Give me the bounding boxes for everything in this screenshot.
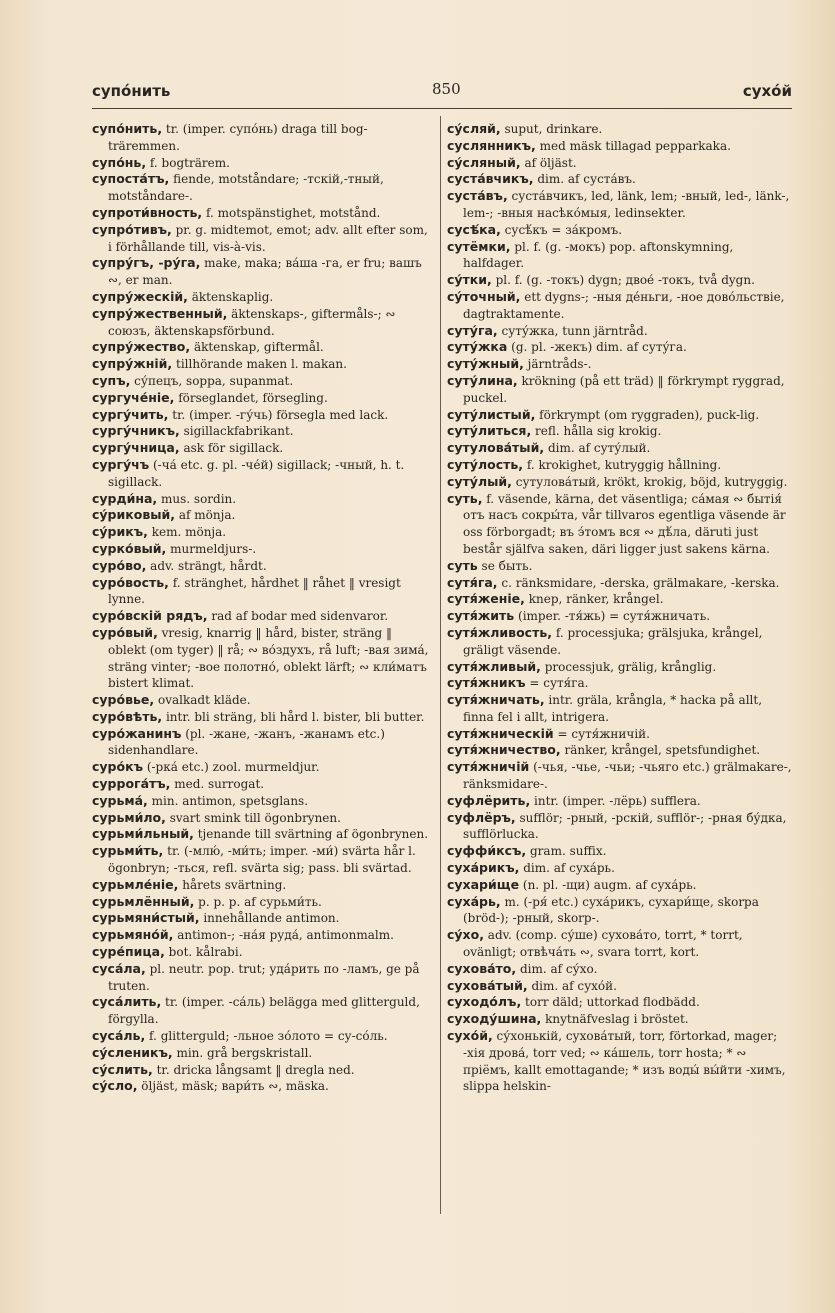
- entry-definition: med mäsk tillagad pepparkaka.: [539, 138, 731, 153]
- entry-definition: fiende, motståndare; -тскій,-тный, motståndare-.: [108, 172, 384, 204]
- entry-definition: ask för sigillack.: [183, 441, 284, 456]
- dictionary-entry: [92, 356, 432, 373]
- dictionary-entry: [92, 944, 432, 961]
- entry-definition: öljäst, mäsk; вари́ть ∾, mäska.: [141, 1079, 329, 1094]
- entry-definition: f. processjuka; grälsjuka, krångel, gräligt väsende.: [463, 625, 763, 657]
- entry-definition: (g. pl. -жекъ) dim. af суту́га.: [511, 340, 687, 355]
- entry-headword: супо́нить,: [92, 121, 163, 136]
- entry-definition: torr däld; uttorkad flodbädd.: [525, 995, 700, 1010]
- dictionary-entry: [447, 491, 793, 558]
- dictionary-entry: [447, 927, 793, 961]
- entry-definition: intr. gräla, krångla, * hacka på allt, finna fel i allt, intrigera.: [463, 693, 763, 724]
- entry-headword: сутя́жникъ: [447, 675, 526, 691]
- entry-definition: f. stränghet, hårdhet ‖ råhet ‖ vresigt lynne.: [108, 575, 401, 607]
- dictionary-entry: [447, 558, 793, 575]
- entry-definition: sigillackfabrikant.: [183, 424, 294, 439]
- entry-definition: knytnäfveslag i bröstet.: [545, 1012, 689, 1027]
- entry-definition: tr. (imper. супо́нь) draga till bog-trärеmmen.: [108, 122, 368, 153]
- entry-headword: сутя́жливый,: [447, 658, 541, 674]
- dictionary-entry: [447, 188, 793, 222]
- entry-definition: (-рка́ etc.) zool. murmeldjur.: [146, 760, 320, 775]
- entry-headword: суро́вость,: [92, 574, 169, 590]
- entry-definition: processjuk, grälig, krånglig.: [544, 659, 717, 674]
- dictionary-entry: [447, 625, 793, 659]
- entry-headword: суту́лина,: [447, 372, 518, 388]
- entry-headword: суро́жанинъ: [92, 725, 182, 741]
- dictionary-entry: [447, 222, 793, 239]
- entry-definition: су́хонькій, сухова́тый, torr, förtorkad, mager; -хія дрова́, torr ved; ∾ ка́шель, torr hosta; * ∾ прiёмъ, kallt emottagande; * изъ воды́ вы́йти -химъ, slippa helskin-: [463, 1029, 786, 1094]
- dictionary-entry: [92, 625, 432, 692]
- entry-headword: су́сляй,: [447, 121, 501, 136]
- dictionary-entry: [92, 776, 432, 793]
- entry-headword: сургу́чникъ,: [92, 423, 180, 439]
- dictionary-entry: [92, 692, 432, 709]
- entry-headword: су́хо,: [447, 927, 484, 943]
- dictionary-entry: [92, 810, 432, 827]
- entry-definition: hårets svärtning.: [182, 877, 287, 892]
- entry-definition: adv. (comp. су́ше) сухова́то, torrt, * torrt, ovänligt; отвѣча́ть ∾, svara torrt, kort.: [463, 928, 743, 960]
- entry-headword: суту́лый,: [447, 473, 512, 489]
- entry-definition: murmeldjurs-.: [170, 541, 257, 556]
- dictionary-entry: [92, 541, 432, 558]
- entry-definition: äktenskap, giftermål.: [193, 340, 324, 355]
- entry-headword: суть,: [447, 490, 483, 506]
- entry-headword: суса́ль,: [92, 1028, 146, 1044]
- entry-headword: суро́къ: [92, 759, 143, 775]
- entry-headword: су́точный,: [447, 288, 521, 304]
- dictionary-entry: [447, 692, 793, 726]
- dictionary-entry: [447, 793, 793, 810]
- dictionary-entry: [92, 289, 432, 306]
- entry-definition: (n. pl. -щи) augm. af суха́рь.: [522, 877, 697, 892]
- entry-headword: суро́вѣть,: [92, 708, 163, 724]
- dictionary-entry: [92, 1062, 432, 1079]
- entry-definition: krökning (på ett träd) ‖ förkrympt ryggrad, puckel.: [463, 373, 785, 405]
- header-rule: [92, 108, 792, 109]
- entry-headword: супро́тивъ,: [92, 221, 172, 237]
- entry-definition: bot. kålrabi.: [168, 945, 243, 960]
- entry-headword: суходо́лъ,: [447, 994, 522, 1010]
- entry-definition: min. antimon, spetsglans.: [151, 793, 309, 808]
- entry-headword: сутя́жничество,: [447, 742, 561, 758]
- page-number: 850: [432, 80, 461, 98]
- entry-headword: сургуче́ніе,: [92, 389, 175, 405]
- dictionary-entry: [447, 894, 793, 928]
- entry-headword: сурьми́ло,: [92, 809, 166, 825]
- dictionary-entry: [447, 877, 793, 894]
- dictionary-entry: [447, 591, 793, 608]
- entry-headword: сурьмлённый,: [92, 893, 195, 909]
- dictionary-entry: [447, 272, 793, 289]
- entry-headword: су́рикъ,: [92, 524, 148, 540]
- entry-definition: make, maka; ва́ша -га, er fru; вашъ ∾, er man.: [108, 256, 422, 288]
- entry-definition: tjenande till svärtning af ögonbrynen.: [197, 827, 429, 842]
- dictionary-entry: [92, 793, 432, 810]
- entry-definition: pl. neutr. pop. trut; уда́рить по -ламъ, ge på truten.: [108, 961, 420, 993]
- entry-headword: суту́га,: [447, 322, 498, 338]
- entry-headword: су́риковый,: [92, 507, 176, 523]
- entry-headword: сутя́га,: [447, 574, 498, 590]
- entry-headword: сутя́жническій: [447, 725, 554, 741]
- entry-headword: супру́жественный,: [92, 305, 228, 321]
- entry-headword: супо́нь,: [92, 154, 147, 170]
- entry-headword: суре́пица,: [92, 944, 165, 960]
- dictionary-entry: [447, 356, 793, 373]
- dictionary-entry: [92, 709, 432, 726]
- dictionary-entry: [447, 961, 793, 978]
- entry-headword: суфлёръ,: [447, 809, 516, 825]
- dictionary-entry: [92, 558, 432, 575]
- dictionary-entry: [92, 759, 432, 776]
- dictionary-entry: [92, 222, 432, 256]
- dictionary-entry: [92, 507, 432, 524]
- dictionary-entry: [447, 1011, 793, 1028]
- entry-headword: суха́рикъ,: [447, 860, 520, 876]
- entry-headword: суха́рь,: [447, 893, 501, 909]
- dictionary-entry: [447, 239, 793, 273]
- dictionary-entry: [92, 457, 432, 491]
- dictionary-entry: [447, 726, 793, 743]
- dictionary-entry: [92, 205, 432, 222]
- entry-definition: vresig, knarrig ‖ hård, bister, sträng ‖ oblekt (om tyger) ‖ rå; ∾ во́здухъ, rå luft; -вая зима́, sträng vinter; -вое полотно́, oblekt lärft; ∾ кли́матъ bistert klimat.: [108, 625, 429, 691]
- dictionary-entry: [92, 608, 432, 625]
- entry-headword: суту́жный,: [447, 356, 524, 372]
- dictionary-entry: [447, 155, 793, 172]
- entry-definition: m. (-ря́ etc.) суха́рикъ, сухари́ще, skorpa (bröd-); -рный, skorp-.: [463, 894, 759, 926]
- entry-definition: äktenskaps-, giftermåls-; ∾ союзъ, äktenskapsförbund.: [108, 306, 396, 338]
- entry-definition: (pl. -жане, -жанъ, -жанамъ etc.) sidenhandlare.: [108, 726, 385, 758]
- dictionary-entry: [447, 994, 793, 1011]
- dictionary-entry: [92, 440, 432, 457]
- dictionary-entry: [92, 1045, 432, 1062]
- dictionary-entry: [447, 659, 793, 676]
- entry-definition: antimon-; -на́я руда́, antimonmalm.: [177, 928, 394, 943]
- entry-headword: сурьми́льный,: [92, 826, 194, 842]
- entry-headword: суса́лить,: [92, 994, 162, 1010]
- dictionary-entry: [92, 877, 432, 894]
- entry-headword: сухари́ще: [447, 876, 520, 892]
- dictionary-entry: [92, 491, 432, 508]
- entry-definition: kem. mönja.: [151, 525, 227, 540]
- dictionary-entry: [92, 910, 432, 927]
- dictionary-entry: [447, 608, 793, 625]
- entry-headword: сурьмле́ніе,: [92, 876, 179, 892]
- entry-definition: refl. hålla sig krokig.: [535, 424, 662, 439]
- dictionary-entry: [447, 121, 793, 138]
- dictionary-entry: [447, 474, 793, 491]
- entry-definition: förseglandet, försegling.: [178, 390, 328, 405]
- entry-definition: = сутя́га.: [529, 676, 589, 691]
- right-column: [447, 121, 793, 1221]
- dictionary-entry: [447, 978, 793, 995]
- entry-headword: суста́въ,: [447, 188, 508, 204]
- entry-headword: су́сло,: [92, 1078, 138, 1094]
- entry-definition: intr. (imper. -лёрь) sufflera.: [534, 793, 701, 808]
- entry-definition: f. väsende, kärna, det väsentliga; са́мая ∾ бытія́ отъ насъ сокры́та, vår tillvaros egentliga väsende är oss förborgadt; въ э́томъ вся ∾ дѣ́ла, däruti just består själfva saken, däri ligger just sakens kärna.: [463, 491, 786, 556]
- dictionary-entry: [92, 927, 432, 944]
- entry-definition: суста́вчикъ, led, länk, lem; -вный, led-, länk-, lem-; -вныя насѣко́мыя, ledinsekter.: [463, 189, 790, 220]
- entry-headword: суста́вчикъ,: [447, 171, 534, 187]
- dictionary-entry: [92, 373, 432, 390]
- entry-headword: сухова́то,: [447, 960, 517, 976]
- entry-definition: af mönja.: [178, 508, 236, 523]
- entry-definition: adv. strängt, hårdt.: [150, 558, 267, 573]
- dictionary-entry: [92, 390, 432, 407]
- entry-definition: tr. (imper. -са́ль) belägga med glitterguld, förgylla.: [108, 995, 420, 1027]
- entry-definition: förkrympt (om ryggraden), puck-lig.: [539, 407, 760, 422]
- dictionary-entry: [447, 810, 793, 844]
- column-divider: [440, 116, 441, 1214]
- entry-headword: супру́гъ, -ру́га,: [92, 255, 201, 271]
- dictionary-entry: [92, 843, 432, 877]
- entry-headword: суфлёрить,: [447, 792, 531, 808]
- dictionary-entry: [447, 759, 793, 793]
- entry-headword: сутя́жливость,: [447, 624, 552, 640]
- entry-definition: sufflör; -рный, -рскій, sufflör-; -рная бу́дка, sufflörlucka.: [463, 810, 787, 842]
- dictionary-entry: [92, 894, 432, 911]
- dictionary-entry: [92, 826, 432, 843]
- entry-definition: min. grå bergskristall.: [176, 1045, 313, 1060]
- entry-headword: сутя́жничій: [447, 759, 530, 775]
- entry-definition: tr. (imper. -гу́чь) försegla med lack.: [172, 407, 389, 422]
- entry-definition: ränker, krångel, spetsfundighet.: [564, 743, 761, 758]
- dictionary-entry: [92, 726, 432, 760]
- entry-headword: суро́вый,: [92, 624, 158, 640]
- entry-definition: dim. af сухо́й.: [531, 978, 617, 993]
- dictionary-entry: [447, 457, 793, 474]
- entry-definition: suput, drinkare.: [504, 122, 603, 136]
- entry-definition: c. ränksmidare, -derska, grälmakare, -kerska.: [501, 575, 780, 590]
- entry-definition: f. bogträrem.: [149, 155, 230, 170]
- entry-headword: сутя́женіе,: [447, 591, 525, 607]
- dictionary-entry: [447, 440, 793, 457]
- entry-headword: сургу́чить,: [92, 406, 169, 422]
- dictionary-entry: [92, 121, 432, 155]
- entry-headword: су́тки,: [447, 272, 492, 288]
- entry-headword: сурьми́ть,: [92, 843, 164, 859]
- entry-definition: dim. af суха́рь.: [523, 861, 615, 876]
- entry-definition: tr. dricka långsamt ‖ dregla ned.: [156, 1062, 355, 1077]
- entry-headword: сутя́жить: [447, 608, 515, 624]
- entry-definition: f. glitterguld; -льное зо́лото = су-со́ль.: [149, 1029, 388, 1044]
- entry-headword: суть: [447, 557, 478, 573]
- entry-definition: svart smink till ögonbrynen.: [169, 810, 341, 825]
- entry-headword: су́сленикъ,: [92, 1044, 173, 1060]
- entry-definition: p. p. p. af сурьми́ть.: [198, 894, 322, 909]
- entry-definition: tillhörande maken l. makan.: [176, 357, 347, 372]
- entry-definition: mus. sordin.: [161, 491, 237, 506]
- entry-headword: суходу́шина,: [447, 1011, 542, 1027]
- entry-headword: сургу́чница,: [92, 440, 180, 456]
- dictionary-entry: [92, 255, 432, 289]
- entry-definition: pr. g. midtemot, emot; adv. allt efter som, i förhållande till, vis-à-vis.: [108, 222, 428, 254]
- dictionary-entry: [92, 171, 432, 205]
- entry-headword: супру́жество,: [92, 339, 191, 355]
- entry-headword: суррога́тъ,: [92, 776, 171, 792]
- right-running-headword: сухо́й: [742, 82, 792, 100]
- dictionary-entry: [92, 575, 432, 609]
- entry-headword: сухо́й,: [447, 1028, 493, 1044]
- entry-definition: сутулова́тый, krökt, krokig, böjd, kutryggig.: [515, 474, 788, 489]
- entry-headword: суту́жка: [447, 339, 508, 355]
- entry-headword: сутя́жничать,: [447, 692, 545, 708]
- entry-headword: сурьмяни́стый,: [92, 910, 200, 926]
- entry-headword: сурко́вый,: [92, 540, 167, 556]
- entry-headword: сутулова́тый,: [447, 440, 545, 456]
- dictionary-entry: [92, 994, 432, 1028]
- entry-headword: супру́жній,: [92, 356, 173, 372]
- entry-definition: tr. (-млю́, -ми́ть; imper. -ми́) svärta hår l. ögonbryn; -ться, refl. svärta sig; pass. bli svärtad.: [108, 844, 416, 876]
- entry-headword: суту́литься,: [447, 423, 532, 439]
- entry-definition: су́пецъ, soppa, supanmat.: [134, 373, 294, 388]
- entry-definition: суту́жка, tunn järntråd.: [501, 323, 648, 338]
- dictionary-entry: [447, 289, 793, 323]
- entry-headword: суту́лость,: [447, 456, 524, 472]
- dictionary-entry: [447, 373, 793, 407]
- entry-definition: ett dygns-; -ныя де́ньги, -ное дово́льствіе, dagtraktamente.: [463, 289, 785, 321]
- entry-definition: (imper. -тя́жь) = сутя́жничать.: [518, 609, 711, 624]
- dictionary-entry: [92, 1078, 432, 1095]
- left-column: [92, 121, 432, 1221]
- entry-definition: äktenskaplig.: [191, 289, 274, 304]
- entry-headword: сурьма́,: [92, 792, 148, 808]
- dictionary-entry: [447, 860, 793, 877]
- dictionary-entry: [447, 339, 793, 356]
- entry-definition: innehållande antimon.: [203, 911, 340, 926]
- entry-definition: ovalkadt kläde.: [157, 693, 251, 708]
- entry-headword: супоста́тъ,: [92, 171, 170, 187]
- entry-headword: суро́во,: [92, 557, 147, 573]
- entry-headword: сурди́на,: [92, 490, 158, 506]
- entry-definition: gram. suffix.: [530, 844, 607, 859]
- dictionary-entry: [447, 171, 793, 188]
- entry-headword: суса́ла,: [92, 960, 146, 976]
- left-running-headword: супо́нить: [92, 82, 171, 100]
- entry-definition: dim. af суту́лый.: [547, 441, 651, 456]
- entry-definition: = сутя́жничій.: [557, 726, 650, 741]
- entry-definition: med. surrogat.: [174, 777, 265, 792]
- entry-definition: f. motspänstighet, motstånd.: [206, 205, 381, 220]
- entry-definition: af öljäst.: [524, 155, 577, 170]
- entry-headword: сусѣ́ка,: [447, 221, 501, 237]
- entry-headword: суслянникъ,: [447, 137, 536, 153]
- entry-headword: су́сляный,: [447, 154, 521, 170]
- dictionary-entry: [447, 423, 793, 440]
- entry-definition: (-чья, -чье, -чьи; -чьяго etc.) grälmakare-, ränksmidare-.: [463, 760, 792, 792]
- entry-headword: супъ,: [92, 372, 131, 388]
- entry-headword: су́слить,: [92, 1061, 153, 1077]
- entry-headword: сухова́тый,: [447, 977, 528, 993]
- entry-definition: f. krokighet, kutryggig hållning.: [526, 457, 722, 472]
- entry-definition: rad af bodar med sidenvaror.: [211, 609, 389, 624]
- entry-headword: супру́жескій,: [92, 288, 188, 304]
- dictionary-entry: [447, 138, 793, 155]
- entry-headword: сутёмки,: [447, 238, 511, 254]
- entry-definition: (-ча́ etc. g. pl. -че́й) sigillack; -чный, h. t. sigillack.: [108, 457, 405, 489]
- entry-definition: pl. f. (g. -токъ) dygn; двое́ -токъ, två dygn.: [495, 273, 755, 288]
- dictionary-entry: [92, 961, 432, 995]
- dictionary-entry: [92, 155, 432, 172]
- dictionary-entry: [92, 306, 432, 340]
- dictionary-entry: [92, 423, 432, 440]
- entry-definition: сусѣ́къ = за́кромъ.: [504, 222, 623, 237]
- entry-headword: сурьмяно́й,: [92, 927, 174, 943]
- page-header: [92, 82, 792, 106]
- dictionary-entry: [92, 407, 432, 424]
- entry-headword: сургу́чъ: [92, 456, 150, 472]
- entry-headword: супроти́вность,: [92, 204, 203, 220]
- entry-headword: суро́вье,: [92, 692, 155, 708]
- entry-definition: dim. af суста́въ.: [537, 172, 636, 187]
- entry-definition: knep, ränker, krångel.: [528, 592, 664, 607]
- dictionary-entry: [92, 524, 432, 541]
- entry-headword: суро́вскій рядъ,: [92, 608, 208, 624]
- dictionary-entry: [92, 1028, 432, 1045]
- entry-definition: järntråds-.: [527, 357, 592, 372]
- dictionary-entry: [447, 675, 793, 692]
- entry-definition: pl. f. (g. -мокъ) pop. aftonskymning, halfdager.: [463, 239, 734, 271]
- dictionary-entry: [447, 575, 793, 592]
- entry-definition: se быть.: [481, 558, 533, 573]
- dictionary-entry: [447, 1028, 793, 1095]
- dictionary-entry: [92, 339, 432, 356]
- dictionary-entry: [447, 742, 793, 759]
- dictionary-entry: [447, 843, 793, 860]
- dictionary-entry: [447, 323, 793, 340]
- entry-definition: dim. af су́хо.: [519, 961, 598, 976]
- entry-definition: intr. bli sträng, bli hård l. bister, bli butter.: [165, 709, 425, 724]
- entry-headword: суффи́ксъ,: [447, 843, 527, 859]
- dictionary-entry: [447, 407, 793, 424]
- entry-headword: суту́листый,: [447, 406, 536, 422]
